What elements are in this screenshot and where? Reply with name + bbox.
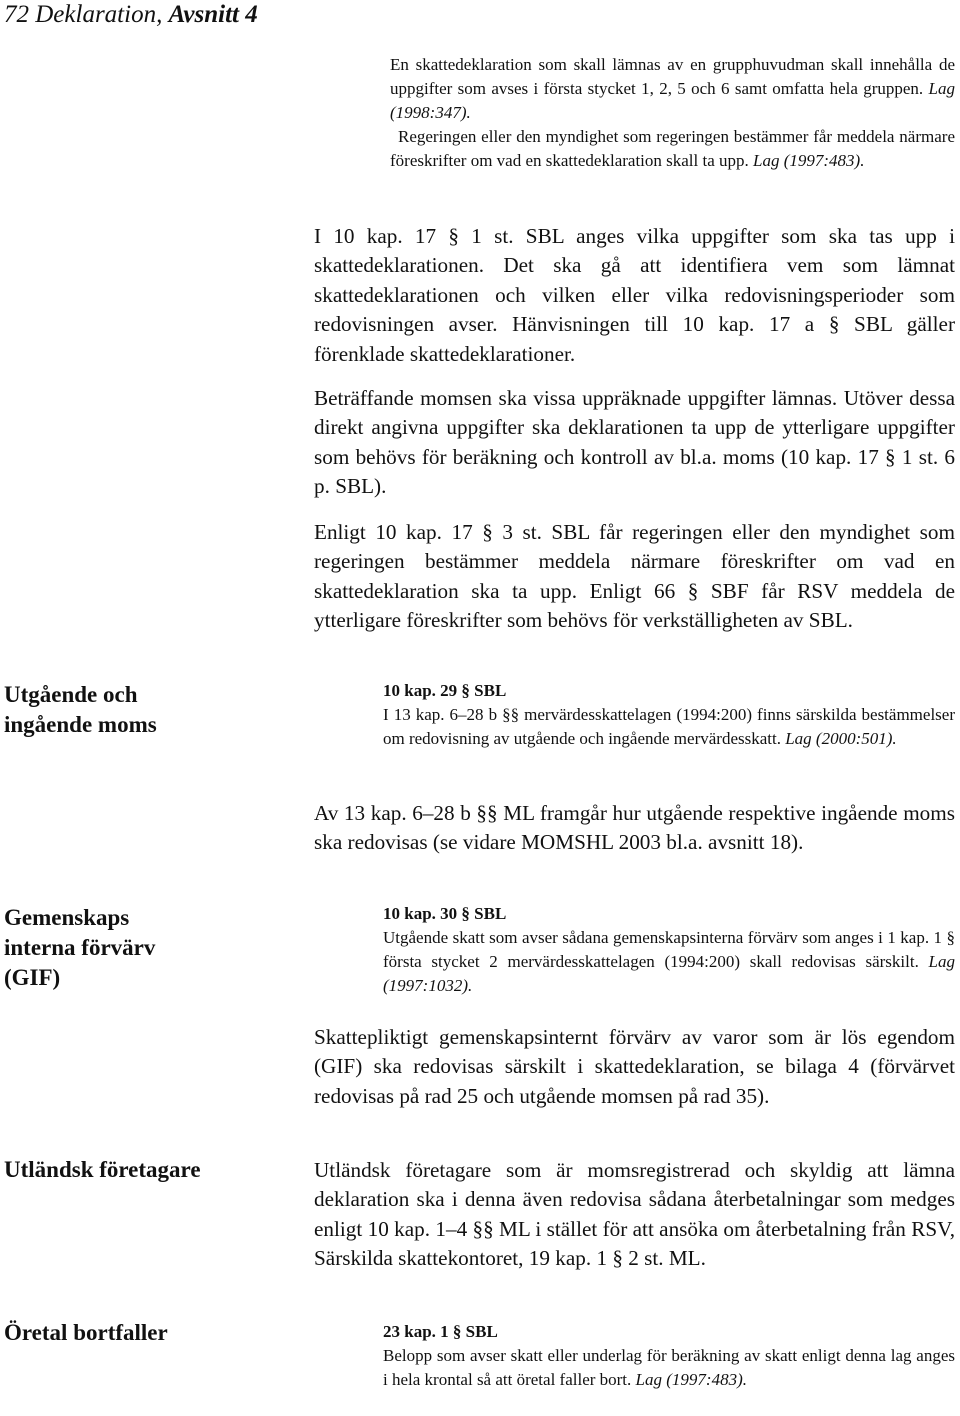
law-text: I 13 kap. 6–28 b §§ mervärdesskattelagen (1994:200) finns särskilda bestämmelser om redovisning av utgående och ingående mervärdesskatt. [383, 705, 955, 748]
law-text-block-23 [383, 1320, 955, 1392]
side-heading-oretal: Öretal bortfaller [4, 1320, 168, 1345]
law-heading: 10 kap. 30 § SBL [383, 904, 507, 923]
law-paragraph [383, 1344, 955, 1392]
law-heading: 23 kap. 1 § SBL [383, 1322, 498, 1341]
law-text: Utgående skatt som avser sådana gemenskapsinterna förvärv som anges i 1 kap. 1 § första stycket 2 mervärdesskattelagen (1994:200) skall redovisas särskilt. [383, 928, 955, 971]
law-reference: Lag (1997:483). [753, 151, 865, 170]
body-paragraph: Av 13 kap. 6–28 b §§ ML framgår hur utgående respektive ingående moms ska redovisas (se vidare MOMSHL 2003 bl.a. avsnitt 18). [314, 801, 955, 855]
law-reference: Lag (2000:501). [785, 729, 897, 748]
body-paragraph: I 10 kap. 17 § 1 st. SBL anges vilka uppgifter som ska tas upp i skattedeklarationen. Det ska gå att identifiera vem som lämnat skattedeklarationen och vilken eller vilka redovisningsperioder som redovisningen avser. Hänvisningen till 10 kap. 17 a § SBL gäller förenklade skattedeklarationer. [314, 224, 955, 366]
law-text-block-30 [383, 902, 955, 998]
side-heading-utlandsk: Utländsk företagare [4, 1157, 201, 1182]
law-heading: 10 kap. 29 § SBL [383, 681, 507, 700]
law-text: En skattedeklaration som skall lämnas av en grupphuvudman skall innehålla de uppgifter som avses i första stycket 1, 2, 5 och 6 samt omfatta hela gruppen. [390, 55, 955, 98]
law-reference: Lag (1998:347). [390, 79, 955, 122]
body-paragraph: Beträffande momsen ska vissa uppräknade uppgifter lämnas. Utöver dessa direkt angivna uppgifter ska deklarationen ta upp de ytterligare uppgifter som behövs för beräkning och kontroll av bl.a. moms (10 kap. 17 § 1 st. 6 p. SBL). [314, 386, 955, 499]
page-number: 72 [4, 1, 29, 28]
law-reference: Lag (1997:483). [635, 1370, 747, 1389]
law-paragraph [390, 125, 955, 173]
body-paragraph: Utländsk företagare som är momsregistrerad och skyldig att lämna deklaration ska i denna även redovisa sådana återbetalningar som medges enligt 10 kap. 1–4 §§ ML i stället för att ansöka om återbetalning från RSV, Särskilda skattekontoret, 19 kap. 1 § 2 st. ML. [314, 1158, 955, 1271]
law-text: Regeringen eller den myndighet som regeringen bestämmer får meddela närmare föreskrifter om vad en skattedeklaration skall ta upp. [390, 127, 955, 170]
page-header [4, 0, 258, 30]
body-paragraph: Skattepliktigt gemenskapsinternt förvärv av varor som är lös egendom (GIF) ska redovisas särskilt i skattedeklaration, se bilaga 4 (förvärvet redovisas på rad 25 och utgående momsen på rad 35). [314, 1025, 955, 1108]
law-paragraph [383, 703, 955, 751]
law-text-block-1 [390, 53, 955, 173]
header-section: Avsnitt 4 [168, 1, 258, 28]
law-reference: Lag (1997:1032). [383, 952, 956, 995]
law-text-block-29 [383, 679, 955, 751]
law-text: Belopp som avser skatt eller underlag för beräkning av skatt enligt denna lag anges i hela krontal så att öretal faller bort. [383, 1346, 955, 1389]
law-paragraph [383, 926, 955, 998]
body-paragraph: Enligt 10 kap. 17 § 3 st. SBL får regeringen eller den myndighet som regeringen bestämmer meddela närmare föreskrifter om vad en skattedeklaration ska ta upp. Enligt 66 § SBF får RSV meddela de ytterligare föreskrifter som behövs för verkställigheten av SBL. [314, 520, 955, 633]
law-paragraph [390, 53, 955, 125]
side-heading-moms: Utgående och ingående moms [4, 682, 157, 737]
side-heading-gif: Gemenskaps interna förvärv (GIF) [4, 905, 156, 990]
header-title: Deklaration, [35, 1, 163, 28]
